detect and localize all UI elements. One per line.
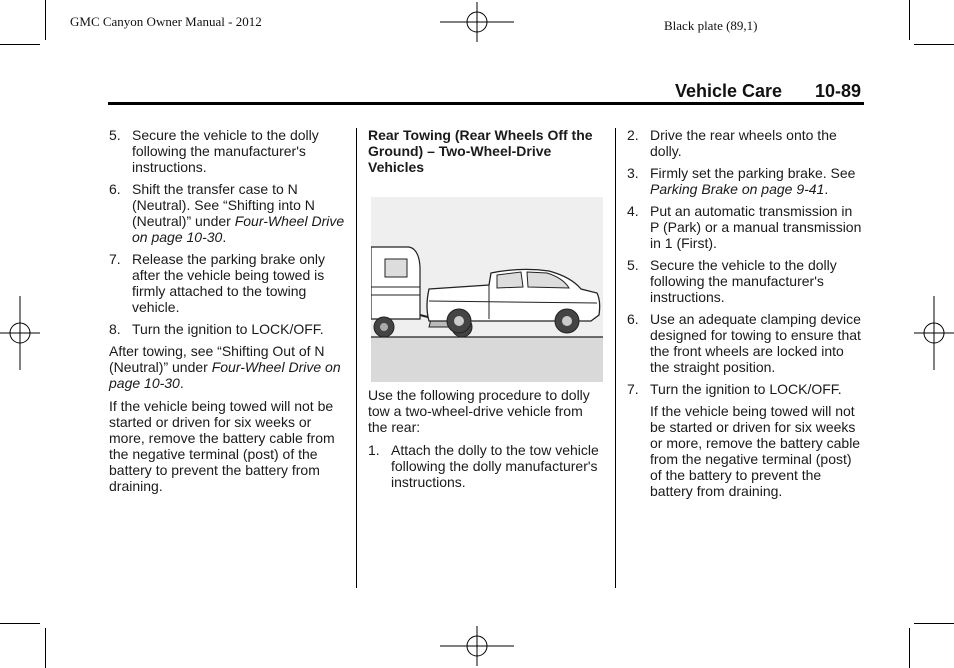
column-2-body bbox=[368, 387, 604, 496]
header-rule bbox=[108, 102, 864, 105]
paragraph: After towing, see “Shifting Out of N (Neutral)” under Four-Wheel Drive on page 10-30. bbox=[109, 343, 341, 391]
paragraph: If the vehicle being towed will not be started or driven for six weeks or more, remove the battery cable from the negative terminal (post) of the battery to prevent the battery from draining. bbox=[109, 398, 335, 494]
plate-label: Black plate (89,1) bbox=[664, 18, 758, 33]
cross-reference[interactable]: Four-Wheel Drive on page 10-30 bbox=[132, 213, 345, 245]
registration-mark-left-icon bbox=[0, 296, 40, 370]
list-item: 2. Drive the rear wheels onto the dolly. bbox=[627, 127, 837, 159]
list-item: 1. Attach the dolly to the tow vehicle following the dolly manufacturer's instructions. bbox=[368, 442, 599, 490]
document-title: GMC Canyon Owner Manual - 2012 bbox=[70, 14, 262, 29]
list-item: 6. Use an adequate clamping device designed for towing to ensure that the front wheels are locked into the straight position. bbox=[627, 311, 861, 375]
list-item: 5. Secure the vehicle to the dolly following the manufacturer's instructions. bbox=[627, 257, 837, 305]
section-title: Vehicle Care bbox=[675, 81, 783, 101]
list-item: 5. Secure the vehicle to the dolly following the manufacturer's instructions. bbox=[109, 127, 319, 175]
rv-towing-pickup-on-dolly-illustration bbox=[371, 197, 603, 382]
cross-reference[interactable]: Four-Wheel Drive on page 10-30 bbox=[109, 359, 341, 391]
registration-mark-bottom-icon bbox=[440, 626, 514, 666]
list-item: 3. Firmly set the parking brake. See Parking Brake on page 9-41. bbox=[627, 165, 856, 197]
column-2 bbox=[368, 127, 604, 182]
column-1 bbox=[109, 127, 347, 501]
column-divider bbox=[356, 128, 357, 588]
section-heading: Rear Towing (Rear Wheels Off the Ground) – Two-Wheel-Drive Vehicles bbox=[368, 127, 593, 175]
list-item: 6. Shift the transfer case to N (Neutral). See “Shifting into N (Neutral)” under Four-Wheel Drive on page 10-30. bbox=[109, 181, 345, 245]
list-item: 8. Turn the ignition to LOCK/OFF. bbox=[109, 321, 324, 337]
column-3 bbox=[627, 127, 863, 506]
list-item: 7. Turn the ignition to LOCK/OFF. bbox=[627, 381, 842, 397]
note-paragraph: If the vehicle being towed will not be started or driven for six weeks or more, remove the battery cable from the negative terminal (post) of the battery to prevent the battery from draining. bbox=[650, 403, 861, 499]
paragraph: Use the following procedure to dolly tow a two-wheel-drive vehicle from the rear: bbox=[368, 387, 590, 435]
registration-mark-top-icon bbox=[440, 2, 514, 42]
page-number: 10-89 bbox=[815, 81, 862, 101]
list-item: 4. Put an automatic transmission in P (Park) or a manual transmission in 1 (First). bbox=[627, 203, 862, 251]
list-item: 7. Release the parking brake only after the vehicle being towed is firmly attached to the towing vehicle. bbox=[109, 251, 326, 315]
cross-reference[interactable]: Parking Brake on page 9-41 bbox=[650, 181, 825, 197]
column-divider bbox=[615, 128, 616, 588]
registration-mark-right-icon bbox=[914, 296, 954, 370]
